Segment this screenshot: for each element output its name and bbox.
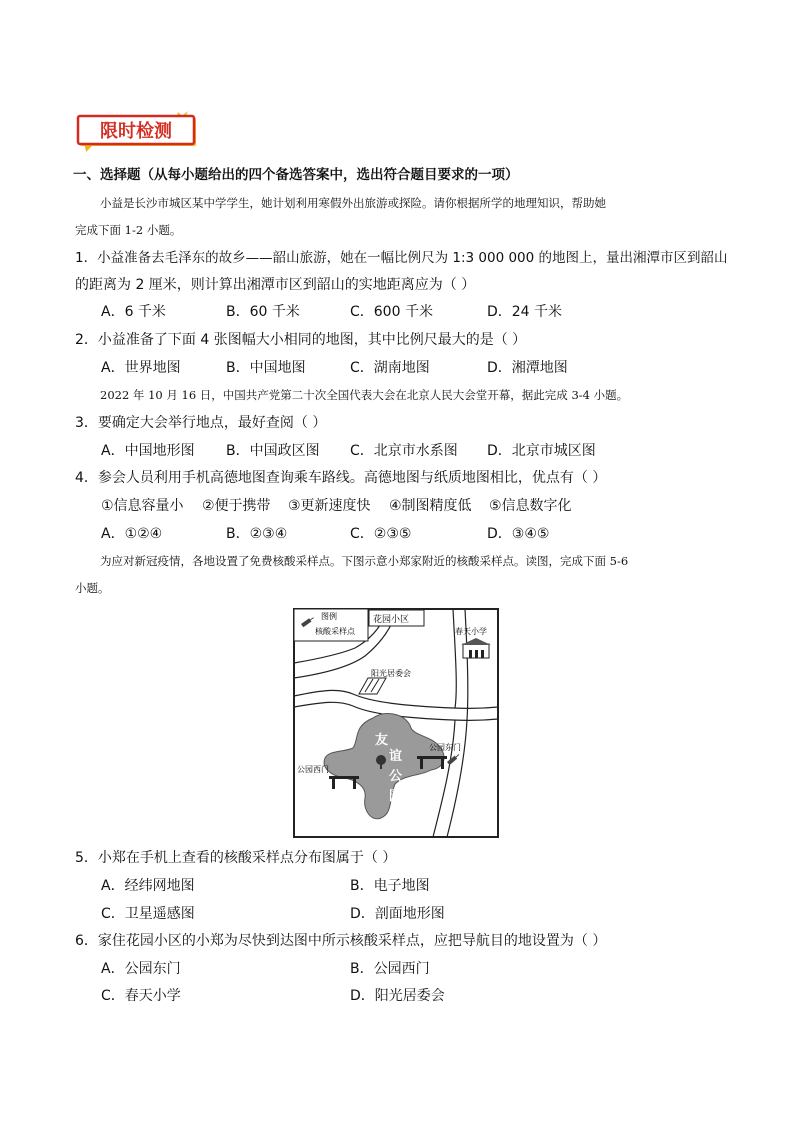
q4-option-d[interactable]: D．③④⑤ <box>487 526 550 542</box>
q5-option-c[interactable]: C．卫星遥感图 <box>101 906 195 922</box>
q5-option-a[interactable]: A．经纬网地图 <box>101 878 195 894</box>
intro-2: 2022 年 10 月 16 日，中国共产党第二十次全国代表大会在北京人民大会堂开幕，据此完成 3-4 小题。 <box>100 388 629 402</box>
q2-option-a[interactable]: A．世界地图 <box>101 360 181 376</box>
q4-option-b[interactable]: B．②③④ <box>226 526 288 542</box>
legend-item: 核酸采样点 <box>315 627 355 636</box>
q4-item-2: ②便于携带 <box>202 498 271 514</box>
section-heading: 一、选择题（从每小题给出的四个备选答案中，选出符合题目要求的一项） <box>73 167 519 183</box>
map-legend <box>294 609 368 641</box>
label-yangguang: 阳光居委会 <box>371 669 411 678</box>
park-char-4: 园 <box>389 789 403 804</box>
park-char-2: 谊 <box>389 749 403 764</box>
q4-stem: 4．参会人员利用手机高德地图查询乘车路线。高德地图与纸质地图相比，优点有（ ） <box>75 470 607 486</box>
label-east-gate: 公园东门 <box>429 743 461 752</box>
sampling-point-map <box>293 608 499 838</box>
q3-option-b[interactable]: B．中国政区图 <box>226 443 320 459</box>
q3-stem: 3．要确定大会举行地点，最好查阅（ ） <box>75 415 327 431</box>
q4-item-5: ⑤信息数字化 <box>489 498 572 514</box>
q6-option-d[interactable]: D．阳光居委会 <box>350 988 445 1004</box>
park-char-1: 友 <box>375 733 389 748</box>
badge-title: 限时检测 <box>100 121 172 142</box>
intro-3-line1: 为应对新冠疫情，各地设置了免费核酸采样点。下图示意小郑家附近的核酸采样点。读图，完成下面 5-6 <box>100 554 629 568</box>
section-badge <box>74 110 202 154</box>
q1-option-d[interactable]: D．24 千米 <box>487 304 563 320</box>
q4-item-4: ④制图精度低 <box>389 498 472 514</box>
label-huayuan: 花园小区 <box>373 615 410 625</box>
q2-option-b[interactable]: B．中国地图 <box>226 360 306 376</box>
intro-1-line2: 完成下面 1-2 小题。 <box>75 223 182 237</box>
q1-option-b[interactable]: B．60 千米 <box>226 304 300 320</box>
q4-item-3: ③更新速度快 <box>288 498 371 514</box>
q3-option-a[interactable]: A．中国地形图 <box>101 443 195 459</box>
label-chuntian: 春天小学 <box>455 627 487 636</box>
q4-option-c[interactable]: C．②③⑤ <box>350 526 412 542</box>
q2-option-d[interactable]: D．湘潭地图 <box>487 360 568 376</box>
q6-option-c[interactable]: C．春天小学 <box>101 988 181 1004</box>
q2-stem: 2．小益准备了下面 4 张图幅大小相同的地图，其中比例尺最大的是（ ） <box>75 332 527 348</box>
q3-option-d[interactable]: D．北京市城区图 <box>487 443 596 459</box>
q4-option-a[interactable]: A．①②④ <box>101 526 163 542</box>
q1-stem-line1: 1．小益准备去毛泽东的故乡——韶山旅游，她在一幅比例尺为 1:3 000 000 的地图上，量出湘潭市区到韶山 <box>75 250 728 266</box>
intro-3-line2: 小题。 <box>75 581 110 595</box>
q1-option-c[interactable]: C．600 千米 <box>350 304 433 320</box>
q3-option-c[interactable]: C．北京市水系图 <box>350 443 458 459</box>
q1-option-a[interactable]: A．6 千米 <box>101 304 166 320</box>
q1-stem-line2: 的距离为 2 厘米，则计算出湘潭市区到韶山的实地距离应为（ ） <box>75 277 476 293</box>
q5-option-d[interactable]: D．剖面地形图 <box>350 906 445 922</box>
label-west-gate: 公园西门 <box>297 765 329 774</box>
q6-stem: 6．家住花园小区的小郑为尽快到达图中所示核酸采样点，应把导航目的地设置为（ ） <box>75 933 607 949</box>
q5-option-b[interactable]: B．电子地图 <box>350 878 430 894</box>
legend-title: 图例 <box>321 612 337 621</box>
intro-1-line1: 小益是长沙市城区某中学学生，她计划利用寒假外出旅游或探险。请你根据所学的地理知识，帮助她 <box>100 196 606 210</box>
q6-option-a[interactable]: A．公园东门 <box>101 961 181 977</box>
park-char-3: 公 <box>389 769 403 784</box>
q6-option-b[interactable]: B．公园西门 <box>350 961 430 977</box>
q4-item-1: ①信息容量小 <box>101 498 184 514</box>
q2-option-c[interactable]: C．湖南地图 <box>350 360 430 376</box>
q5-stem: 5．小郑在手机上查看的核酸采样点分布图属于（ ） <box>75 850 397 866</box>
